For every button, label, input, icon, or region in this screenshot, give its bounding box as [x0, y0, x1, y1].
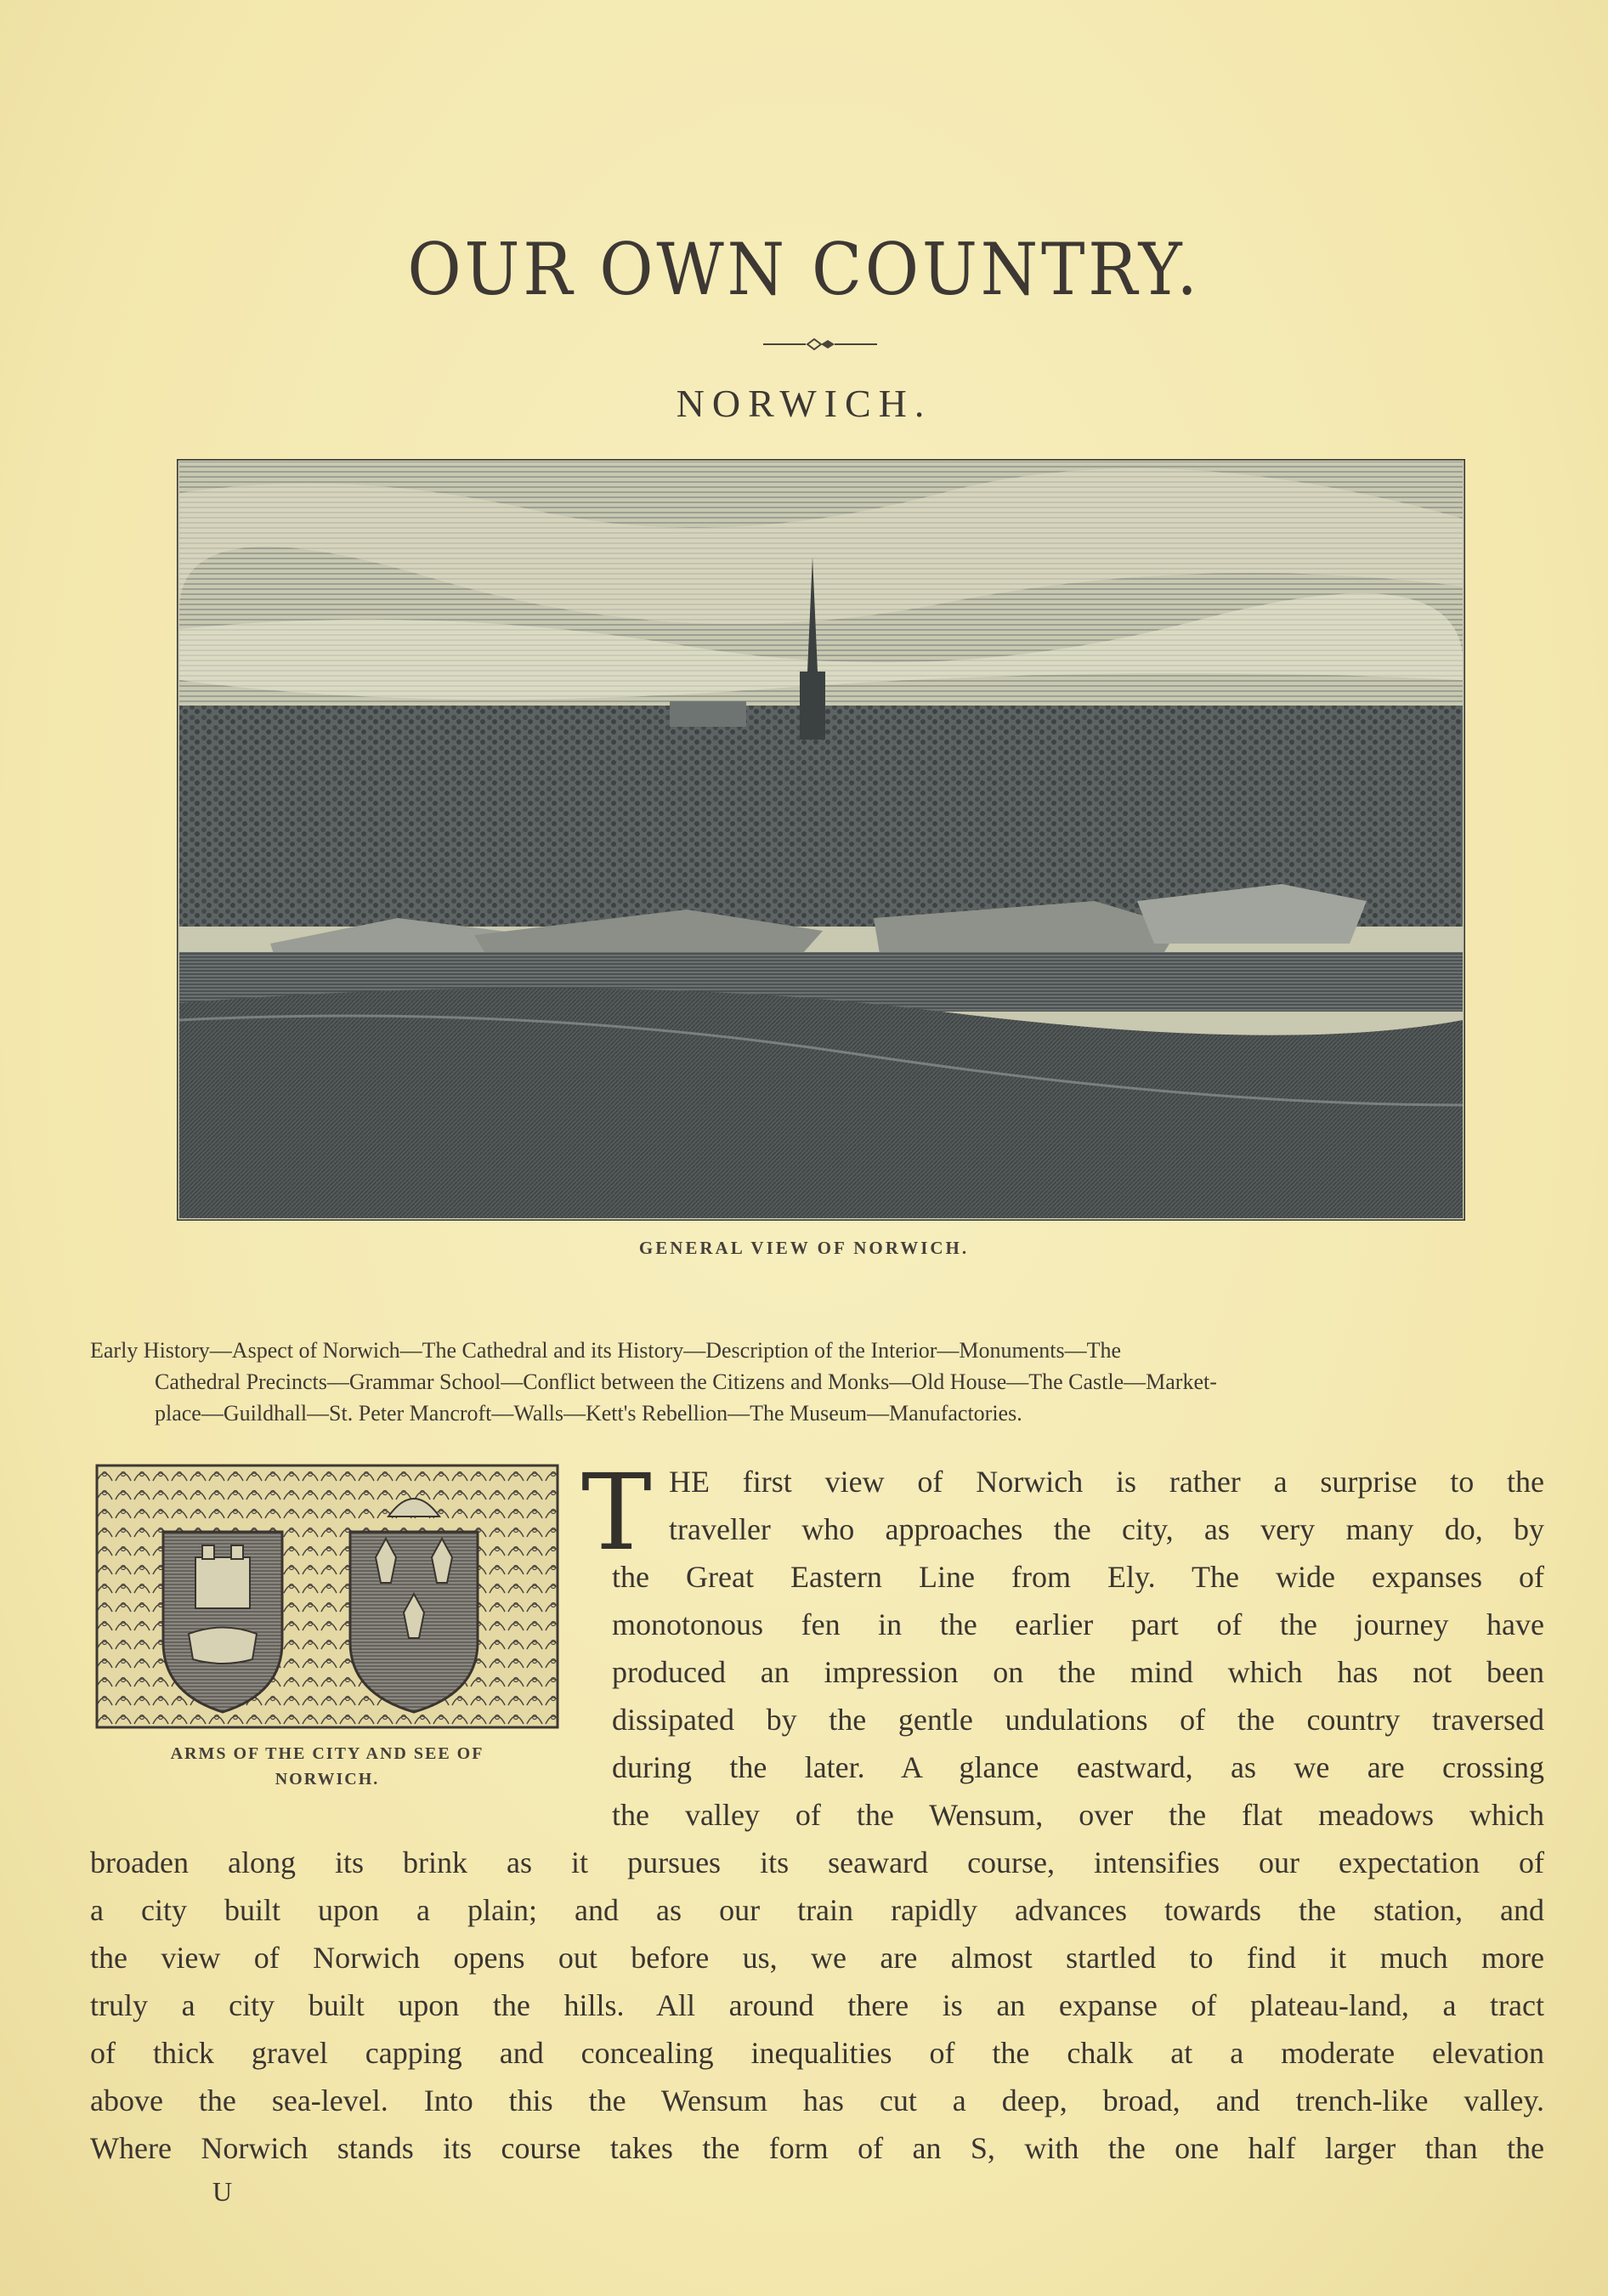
- engraving-caption: GENERAL VIEW OF NORWICH.: [638, 1238, 970, 1258]
- body-line: of thick gravel capping and concealing inequalities of the chalk at a moderate elevation: [90, 2036, 1544, 2070]
- body-line: the valley of the Wensum, over the flat meadows which: [612, 1798, 1544, 1832]
- synopsis-line: Early History—Aspect of Norwich—The Cathedral and its History—Description of the Interior—Monuments—The: [90, 1338, 1122, 1363]
- body-line: monotonous fen in the earlier part of the journey have: [612, 1607, 1544, 1641]
- chapter-synopsis: [90, 1335, 1543, 1429]
- coat-of-arms-illustration: [95, 1464, 559, 1729]
- arms-caption-line: NORWICH.: [275, 1770, 380, 1789]
- arms-caption: [95, 1741, 559, 1792]
- norwich-view-engraving: [177, 459, 1465, 1221]
- synopsis-line: place—Guildhall—St. Peter Mancroft—Walls—Kett's Rebellion—The Museum—Manufactories.: [155, 1401, 1022, 1426]
- body-line: HE first view of Norwich is rather a surprise to the: [669, 1465, 1544, 1499]
- body-line: above the sea-level. Into this the Wensum has cut a deep, broad, and trench-like valley.: [90, 2083, 1544, 2117]
- arms-caption-line: ARMS OF THE CITY AND SEE OF: [170, 1744, 484, 1763]
- body-line: produced an impression on the mind which has not been: [612, 1655, 1544, 1689]
- body-line: Where Norwich stands its course takes the form of an S, with the one half larger than the: [90, 2131, 1544, 2165]
- body-line: the Great Eastern Line from Ely. The wide expanses of: [612, 1560, 1544, 1594]
- body-line: truly a city built upon the hills. All around there is an expanse of plateau-land, a tract: [90, 1988, 1544, 2022]
- drop-cap: T: [581, 1452, 652, 1574]
- synopsis-line: Cathedral Precincts—Grammar School—Conflict between the Citizens and Monks—Old House—The Castle—Market-: [155, 1369, 1217, 1394]
- body-line: a city built upon a plain; and as our train rapidly advances towards the station, and: [90, 1893, 1544, 1927]
- body-line: the view of Norwich opens out before us, we are almost startled to find it much more: [90, 1941, 1544, 1975]
- body-line: traveller who approaches the city, as very many do, by: [669, 1512, 1544, 1546]
- body-line: during the later. A glance eastward, as we are crossing: [612, 1750, 1544, 1784]
- section-title: NORWICH.: [676, 382, 932, 425]
- body-line: broaden along its brink as it pursues its seaward course, intensifies our expectation of: [90, 1845, 1544, 1879]
- page-title: OUR OWN COUNTRY.: [407, 228, 1201, 311]
- body-line: dissipated by the gentle undulations of the country traversed: [612, 1703, 1544, 1737]
- ornament-divider: [762, 330, 879, 359]
- signature-mark: U: [212, 2176, 233, 2207]
